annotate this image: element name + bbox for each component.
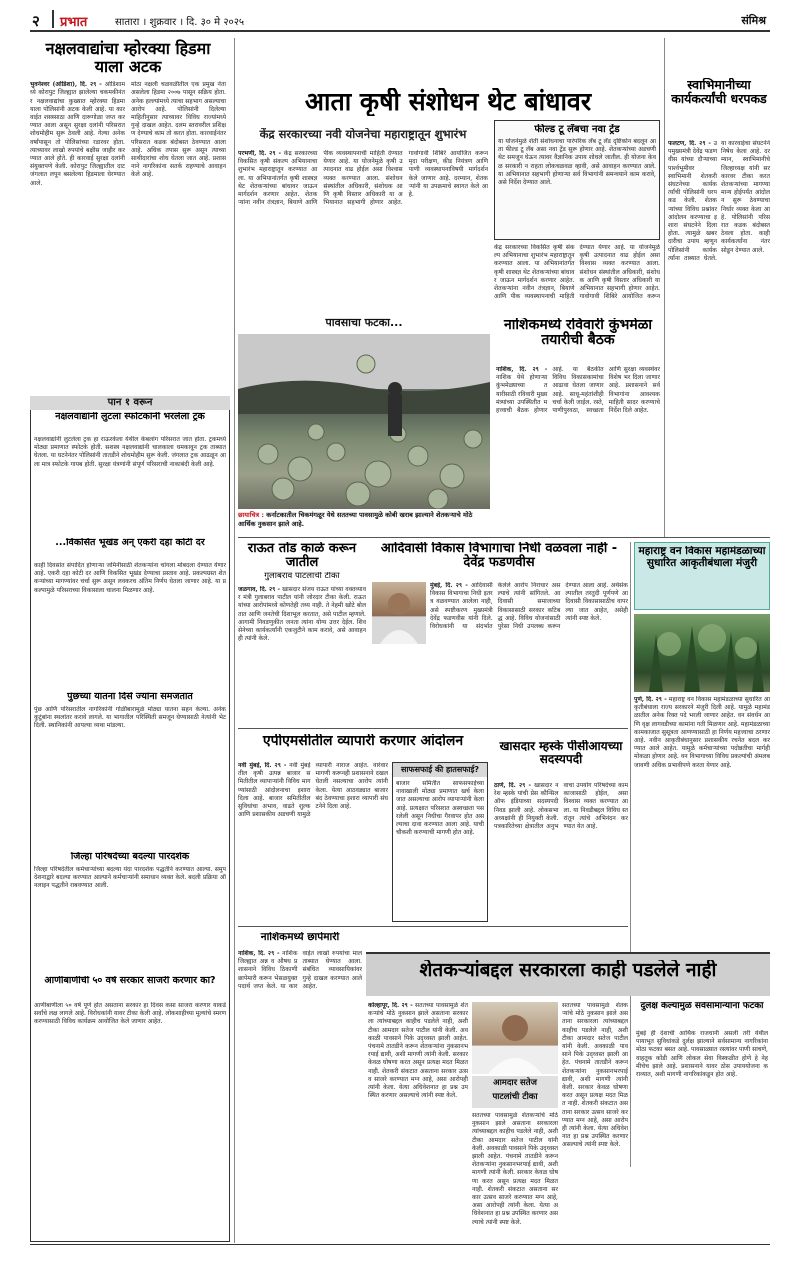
cabbage-photo [238,334,490,509]
emergency-headline: आणीबाणीची ५० वर्षे सरकार साजरी करणार का? [44,976,216,986]
swabhimani-body: उपमुख्यमंत्री देवेंद्र फडणवीस यांच्या दौऱ्याच्या पार्श्वभूमीवर स्वाभिमानी शेतकरी संघटनेच्या कार्यकर्त्यांची पोलिसांनी धरपकड केली. शेतकऱ्यांच्या विविध प्रश्नांवर आंदोलन करण्याचा इशारा संघटनेने दिला होता. त्यामुळे खबरदारीचा उपाय म्हणून पोलिसांनी कार्यकर्त्यांना ताब्यात घेतले. या कारवाईचा संघटनेने निषेध केला आहे. दरम्यान, स्वाभिमानीचे जिल्हाध्यक्ष यांनी सरकारवर टीका करत शेतकऱ्यांच्या मागण्या मान्य होईपर्यंत आंदोलन सुरू ठेवण्याचा निर्धार व्यक्त केला आहे. पोलिसांनी परिसरात कडक बंदोबस्त ठेवला होता. काही कार्यकर्त्यांना नंतर सोडून देण्यात आले. [668,140,770,262]
section-name: संमिश्र [741,14,766,27]
raid-body: नाशिक जिल्ह्यात अन्न व औषध प्रशासनाने विविध ठिकाणी छापेमारी करून भेसळयुक्त पदार्थ जप्त केले. या कारवाईत लाखो रुपयांचा माल ताब्यात घेण्यात आला. संबंधित व्यावसायिकांवर गुन्हे दाखल करण्यात आले आहेत. [238,950,362,990]
photo-kicker: पावसाचा फटका... [325,316,403,329]
naxal-dateline: भुवनेश्वर (ओडिशा), दि. २९ - [30,81,102,89]
swabhimani-dateline: फलटण, दि. २९ - [668,140,711,147]
lead-body: केंद्र सरकारच्या विकसित कृषी संकल्प अभियानाचा शुभारंभ महाराष्ट्रातून करण्यात आला. या अभियानांतर्गत कृषी शास्त्रज्ञ थेट शेतकऱ्यांच्या बांधावर जाऊन मार्गदर्शन करणार आहेत. शेतकऱ्यांना नवीन तंत्रज्ञान, बियाणे आणि पीक व्यवस्थापनाची माहिती देण्यात येणार आहे. या योजनेमुळे कृषी उत्पादनात वाढ होईल असा विश्वास व्यक्त करण्यात आला. संशोधन संस्थांतील अधिकारी, संशोधक आणि कृषी विस्तार अधिकारी या अभियानात सहभागी होणार आहेत. गावोगावी शिबिरे आयोजित करून मृदा परीक्षण, कीड नियंत्रण आणि पाणी व्यवस्थापनाविषयी मार्गदर्शन केले जाणार आहे. दरम्यान, शेतकऱ्यांनी या उपक्रमाचे स्वागत केले आहे. [238,150,488,207]
lead-headline: आता कृषी संशोधन थेट बांधावर [304,88,592,116]
brand-name: प्रभात [60,15,88,30]
farmers-text-a [368,1002,468,1240]
photo-caption-box [238,511,490,535]
raid-headline: नाशिकमध्ये छापेमारी [260,932,340,943]
forest-body: महाराष्ट्र वन विकास महामंडळाच्या सुधारित आकृतीबंधाला राज्य सरकारने मंजुरी दिली आहे. यामुळे महामंडळातील अनेक रिक्त पदे भरली जाणार आहेत. वन संवर्धन आणि वृक्ष लागवडीच्या कामांना गती मिळणार आहे. महामंडळाच्या कामकाजात सुसूत्रता आणण्यासाठी हा निर्णय महत्त्वाचा ठरणार आहे. नवीन आकृतीबंधानुसार प्रशासकीय रचनेत बदल करण्यात आले आहेत. यामुळे कर्मचाऱ्यांच्या पदोन्नतीचा मार्गही मोकळा होणार आहे. वन विभागाच्या विविध प्रकल्पांची अंमलबजावणी अधिक प्रभावीपणे करता येणार आहे. [634,696,770,769]
tribal-dateline: मुंबई, दि. २९ - [430,582,468,589]
brand-logo [52,10,54,28]
farmers-dateline: कोल्हापूर, दि. २९ - [368,1002,413,1009]
forest-dateline: पुणे, दि. २९ - [634,696,667,703]
raut-dateline: जळगाव, दि. २९ - [238,586,281,593]
raid-dateline: नाशिक, दि. २९ - [238,950,280,957]
masthead [30,10,770,32]
page-number: २ [32,12,40,30]
person-icon [372,582,426,644]
col-divider [234,38,235,1243]
naxal-col2: मोठा नक्षली चळवळीतील एक प्रमुख नेता असलेला हिडमा २००७ पासून सक्रिय होता. अनेक हल्ल्यांमध्ये त्याचा सहभाग असल्याचा आरोप आहे. पोलिसांनी दिलेल्या माहितीनुसार त्याच्यावर विविध राज्यांमध्ये गुन्हे दाखल आहेत. दलम स्तरावरील प्रशिक्षण देण्याचे काम तो करत होता. कारवाईनंतर परिसरात कडक बंदोबस्त ठेवण्यात आला आहे. अधिक तपास सुरू असून त्याच्या साथीदारांचा शोध घेतला जात आहे. प्रशासनाने नागरिकांना सतर्क राहण्याचे आवाहन केले आहे. [131,81,226,179]
tribal-headline: आदिवासी विकास विभागाचा निधी वळवला नाही - देवेंद्र फडणवीस [380,542,618,571]
naxal-col1: ओडिशामध्ये कोरापुट जिल्ह्यात झालेल्या चकमकीनंतर नक्षलवाद्यांचा कुख्यात म्होरक्या हिडमा याला पोलिसांनी अटक केली आहे. या कारवाईत शस्त्रसाठा आणि दारूगोळा जप्त करण्यात आला असून सुरक्षा दलांनी परिसरात शोधमोहीम सुरू ठेवली आहे. गेल्या अनेक वर्षांपासून तो पोलिसांच्या रडारवर होता. त्याच्यावर लाखो रुपयांचे बक्षीस जाहीर करण्यात आले होते. ही कारवाई सुरक्षा दलांनी संयुक्तपणे केली. कोरापुट जिल्ह्यातील दाट जंगलात लपून बसलेल्या हिडमाला घेरण्यात आले. [30,81,125,187]
plot-text: काही दिवसांत संपादित होणाऱ्या जमिनींसाठी शेतकऱ्यांना चांगला मोबदला देण्यात येणार आहे. एकरी दहा कोटी दर आणि विकसित भूखंड देण्याचा प्रस्ताव आहे. प्रकल्पग्रस्त शेतकऱ्यांच्या मागण्यांवर चर्चा सुरू असून लवकरच अंतिम निर्णय घेतला जाणार आहे. या प्रकल्पामुळे परिसराच्या विकासाला चालना मिळणार आहे. [34,562,226,594]
plot-headline: ...विकसित भूखंड अन् एकरी दहा कोटी दर [55,538,205,548]
farmers-headline: शेतकऱ्यांबद्दल सरकारला काही पडलेले नाही [419,960,717,981]
lead-continuation [494,244,660,302]
apmc-dateline: नवी मुंबई, दि. २९ - [238,762,287,769]
poonch-text: पुंछ आणि परिसरातील नागरिकांनी गोळीबारामुळे मोठ्या यातना सहन केल्या. अनेक कुटुंबांना स्थलांतर करावे लागले. या भागातील परिस्थिती समजून घेण्यासाठी नेत्यांनी भेट दिली. स्थानिकांनी आपल्या व्यथा मांडल्या. [34,706,226,730]
photo-caption-label: छायाचित्र : [238,511,264,519]
satej-name: आमदार सतेज [493,1078,537,1088]
raid-text [238,950,362,1240]
forest-divider [630,542,631,1167]
clean-headline: साफसफाई की हातसफाई? [393,763,487,777]
swabhimani-headline: स्वाभिमानीच्या कार्यकर्त्यांची धरपकड [671,78,767,106]
continuation-label: पान १ वरून [30,396,230,410]
mhaske-headline: खासदार म्हस्के पीसीआयच्या सदस्यपदी [499,740,623,767]
apmc-text [238,762,388,922]
fort-headline: दुर्लक्ष केल्यामुळे सर्वसामान्यांना फटका [640,1002,764,1011]
lead-continuation-text: केंद्र सरकारच्या विकसित कृषी संकल्प अभियानाचा शुभारंभ महाराष्ट्रातून करण्यात आला. या अभियानांतर्गत कृषी शास्त्रज्ञ थेट शेतकऱ्यांच्या बांधावर जाऊन मार्गदर्शन करणार आहेत. शेतकऱ्यांना नवीन तंत्रज्ञान, बियाणे आणि पीक व्यवस्थापनाची माहिती देण्यात येणार आहे. या योजनेमुळे कृषी उत्पादनात वाढ होईल असा विश्वास व्यक्त करण्यात आला. संशोधन संस्थांतील अधिकारी, संशोधक आणि कृषी विस्तार अधिकारी या अभियानात सहभागी होणार आहेत. गावोगावी शिबिरे आयोजित करून [494,244,660,301]
satej-photo [472,1002,558,1074]
raut-text [238,586,366,724]
farmers-text-b: सततच्या पावसामुळे शेतकऱ्यांचे मोठे नुकसान झाले असताना सरकारला त्यांच्याबद्दल काहीच पडलेले नाही, अशी टीका आमदार सतेज पाटील यांनी केली. अवकाळी पावसाने पिके उद्ध्वस्त झाली आहेत. पंचनामे तातडीने करून शेतकऱ्यांना नुकसानभरपाई द्यावी, अशी मागणी त्यांनी केली. सरकार केवळ घोषणा करत असून प्रत्यक्ष मदत मिळत नाही. शेतकरी संकटात असताना सरकार उत्सव साजरे करण्यात मग्न आहे, असा आरोपही त्यांनी केला. येत्या अधिवेशनात हा प्रश्न उपस्थित करणार असल्याचे त्यांनी स्पष्ट केले. [472,1112,558,1226]
lead-text [238,150,488,310]
mid-rule-1 [238,537,770,538]
poonch-headline: पुंछच्या यातना दिसे ज्यांना समजतात [67,692,193,702]
clean-text: बाजार समितीत साफसफाईच्या नावाखाली मोठ्या प्रमाणात खर्च केला जात असल्याचा आरोप व्यापाऱ्यांनी केला आहे. प्रत्यक्षात परिसरात अस्वच्छता पसरलेली असून निधीचा गैरवापर होत असल्याचा दावा करण्यात आला आहे. याची चौकशी करण्याची मागणी होत आहे. [396,780,484,837]
zp-text: जिल्हा परिषदेतील कर्मचाऱ्यांच्या बदल्या यंदा पारदर्शक पद्धतीने करण्यात आल्या. समुपदेशनाद्वारे बदल्या करण्यात आल्याने कर्मचाऱ्यांनी समाधान व्यक्त केले. बदली प्रक्रिया ऑनलाइन पद्धतीने राबवण्यात आली. [34,866,226,890]
swabhimani-text [668,140,770,535]
nashik-headline: नाशिकमध्ये रविवारी कुंभमेळा तयारीची बैठक [504,318,652,349]
nashik-body: नाशिक येथे होणाऱ्या कुंभमेळ्याच्या तयारीसाठी रविवारी मुख्यमंत्र्यांच्या उपस्थितीत महत्त्वाची बैठक होणार आहे. या बैठकीत विविध विकासकामांचा आढावा घेतला जाणार आहे. साधू-महंतांशीही चर्चा केली जाईल. रस्ते, पाणीपुरवठा, स्वच्छता आणि सुरक्षा व्यवस्थेवर विशेष भर दिला जाणार आहे. प्रशासनाने सर्व विभागांना आवश्यक माहिती सादर करण्याचे निर्देश दिले आहेत. [496,366,660,415]
person-icon [472,1002,558,1074]
raut-body: खासदार संजय राऊत यांच्या वक्तव्यावर मंत्री गुलाबराव पाटील यांनी जोरदार टीका केली. राऊत यांच्या आरोपांमध्ये कोणतेही तथ्य नाही. ते नेहमी खोटे बोलतात आणि जनतेची दिशाभूल करतात, असे पाटील म्हणाले. आगामी निवडणुकीत जनता त्यांना योग्य उत्तर देईल. शिवसेनेच्या कार्यकर्त्यांनी एकजुटीने काम करावे, असे आवाहनही त्यांनी केले. [238,586,366,643]
tribal-body: आदिवासी विकास विभागाचा निधी इतरत्र वळवण्यात आलेला नाही, असे स्पष्टीकरण मुख्यमंत्री देवेंद्र फडणवीस यांनी दिले. विरोधकांनी या संदर्भात केलेले आरोप निराधार असल्याचे त्यांनी सांगितले. आदिवासी समाजाच्या विकासासाठी सरकार कटिबद्ध आहे. विविध योजनांसाठी पुरेसा निधी उपलब्ध करून देण्यात आला आहे. अर्थसंकल्पातील तरतुदी पूर्णपणे आदिवासी विकासासाठीच वापरल्या जात आहेत, असेही त्यांनी स्पष्ट केले. [430,582,628,631]
field-text: या योजनेमुळे शेती संशोधनाचा पारंपरिक लॅब टू लँड दृष्टिकोन बदलून आता फील्ड टू लॅब असा नवा ट्रेंड सुरू होणार आहे. शेतकऱ्यांच्या अडचणी थेट समजून घेऊन त्यावर वैज्ञानिक उपाय शोधले जातील. ही योजना केवळ सरकारी न राहता लोकचळवळ व्हावी, असे आवाहन करण्यात आले. या अभियानात सहभागी होणाऱ्या सर्व विभागांनी समन्वयाने काम करावे, असे निर्देश देण्यात आले. [498,138,656,187]
field-headline: फील्ड टू लॅबचा नवा ट्रेंड [534,124,620,135]
bottom-rule [30,1244,770,1245]
photo-kicker-box [238,315,490,331]
emergency-text: आणीबाणीला ५० वर्षे पूर्ण होत असताना सरकार हा दिवस कसा साजरा करणार याकडे सर्वांचे लक्ष लागले आहे. विरोधकांनी यावर टीका केली आहे. लोकशाहीच्या मूल्यांचे स्मरण करण्यासाठी विविध कार्यक्रम आयोजित केले जाणार आहेत. [34,1002,226,1026]
apmc-headline: एपीएमसीतील व्यापारी करणार आंदोलन [262,734,464,749]
nashik-dateline: नाशिक, दि. २९ - [496,366,548,373]
zp-headline: जिल्हा परिषदेच्या बदल्या पारदर्शक [70,852,190,862]
tribal-text [430,582,628,724]
right-col-divider [664,38,665,538]
photo-caption: कर्नाटकातील चिकमंगळूर येथे सततच्या पावसामुळे कोबी खराब झाल्याने शेतकऱ्याचे मोठे आर्थिक नुकसान झाले आहे. [238,511,473,528]
truck-headline: नक्षलवाद्यांनी लुटला स्फोटकांनी भरलेला ट्रक [55,412,205,422]
farmers-body-a: सततच्या पावसामुळे शेतकऱ्यांचे मोठे नुकसान झाले असताना सरकारला त्यांच्याबद्दल काहीच पडलेले नाही, अशी टीका आमदार सतेज पाटील यांनी केली. अवकाळी पावसाने पिके उद्ध्वस्त झाली आहेत. पंचनामे तातडीने करून शेतकऱ्यांना नुकसानभरपाई द्यावी, अशी मागणी त्यांनी केली. सरकार केवळ घोषणा करत असून प्रत्यक्ष मदत मिळत नाही. शेतकरी संकटात असताना सरकार उत्सव साजरे करण्यात मग्न आहे, असा आरोपही त्यांनी केला. येत्या अधिवेशनात हा प्रश्न उपस्थित करणार असल्याचे त्यांनी स्पष्ट केले. [368,1002,468,1100]
satej-label [472,1076,558,1108]
forest-headline: महाराष्ट्र वन विकास महामंडळाच्या सुधारित आकृतीबंधाला मंजुरी [638,546,766,569]
mid-rule-2 [238,728,628,729]
mhaske-dateline: ठाणे, दि. २९ - [494,782,532,789]
masthead-info: सातारा । शुक्रवार । दि. ३० मे २०२५ [115,17,245,28]
trees-illustration [634,614,770,692]
naxal-story [30,38,226,393]
lead-subhead: केंद्र सरकारच्या नवी योजनेचा महाराष्ट्रातून शुभारंभ [259,128,467,141]
mhaske-text [494,782,628,922]
naxal-headline: नक्षलवाद्यांचा म्होरक्या हिडमा याला अटक [45,39,211,76]
mid-rule-3 [238,926,628,927]
forest-photo [634,614,770,692]
apmc-body: नवी मुंबईतील कृषी उत्पन्न बाजार समितीतील व्यापाऱ्यांनी विविध मागण्यांसाठी आंदोलनाचा इशारा दिला आहे. बाजार समितीतील सुविधांचा अभाव, वाढते शुल्क आणि प्रशासकीय अडचणी यामुळे व्यापारी नाराज आहेत. वारंवार मागणी करूनही प्रशासनाने दखल घेतली नसल्याचा आरोप त्यांनी केला. येत्या आठवड्यात बाजार बंद ठेवण्याचा इशारा व्यापारी संघटनेने दिला आहे. [238,762,388,819]
fadnavis-photo [372,582,426,644]
raut-headline: राऊत तोंड काळे करून जातील [247,542,357,571]
photo-illustration [238,334,490,509]
mhaske-body: खासदार नरेश म्हस्के यांची प्रेस कौन्सिल ऑफ इंडियाच्या सदस्यपदी निवड झाली आहे. लोकसभा अध्यक्षांनी ही नियुक्ती केली. पत्रकारितेच्या क्षेत्रातील अनुभवाचा उपयोग परिषदेच्या कामकाजासाठी होईल, असा विश्वास व्यक्त करण्यात आला. या निवडीबद्दल विविध स्तरांतून त्यांचे अभिनंदन करण्यात येत आहे. [494,782,628,831]
satej-sub: पाटलांची टीका [492,1092,538,1102]
fort-text: मुंबई ही देशाची आर्थिक राजधानी असली तरी येथील पायाभूत सुविधांकडे दुर्लक्ष झाल्याने सर्वसामान्य नागरिकांना मोठा फटका बसत आहे. पावसाळ्यात रस्त्यांवर पाणी साचणे, वाहतूक कोंडी आणि लोकल सेवा विस्कळीत होणे हे नेहमीचेच झाले आहे. प्रशासनाने यावर ठोस उपाययोजना कराव्यात, अशी मागणी नागरिकांकडून होत आहे. [636,1030,768,1079]
truck-text: नक्षलवाद्यांनी लुटलेला ट्रक हा राऊरकेला येथील केबलांग परिसरात जात होता. ट्रकमध्ये मोठ्या प्रमाणात स्फोटके होती. सशस्त्र नक्षलवाद्यांनी चालकाला धमकावून ट्रक ताब्यात घेतला. या घटनेनंतर पोलिसांनी तातडीने शोधमोहीम सुरू केली. जंगलात ट्रक आढळून आला मात्र स्फोटके गायब होती. सुरक्षा यंत्रणांनी संपूर्ण परिसराची नाकाबंदी केली आहे. [34,436,226,468]
farmers-text-c: सततच्या पावसामुळे शेतकऱ्यांचे मोठे नुकसान झाले असताना सरकारला त्यांच्याबद्दल काहीच पडलेले नाही, अशी टीका आमदार सतेज पाटील यांनी केली. अवकाळी पावसाने पिके उद्ध्वस्त झाली आहेत. पंचनामे तातडीने करून शेतकऱ्यांना नुकसानभरपाई द्यावी, अशी मागणी त्यांनी केली. सरकार केवळ घोषणा करत असून प्रत्यक्ष मदत मिळत नाही. शेतकरी संकटात असताना सरकार उत्सव साजरे करण्यात मग्न आहे, असा आरोपही त्यांनी केला. येत्या अधिवेशनात हा प्रश्न उपस्थित करणार असल्याचे त्यांनी स्पष्ट केले. [562,1002,628,1149]
lead-dateline: परभणी, दि. २९ - [238,150,281,157]
raut-subhead: गुलाबराव पाटलांची टीका [264,572,340,581]
nashik-text [496,366,660,536]
